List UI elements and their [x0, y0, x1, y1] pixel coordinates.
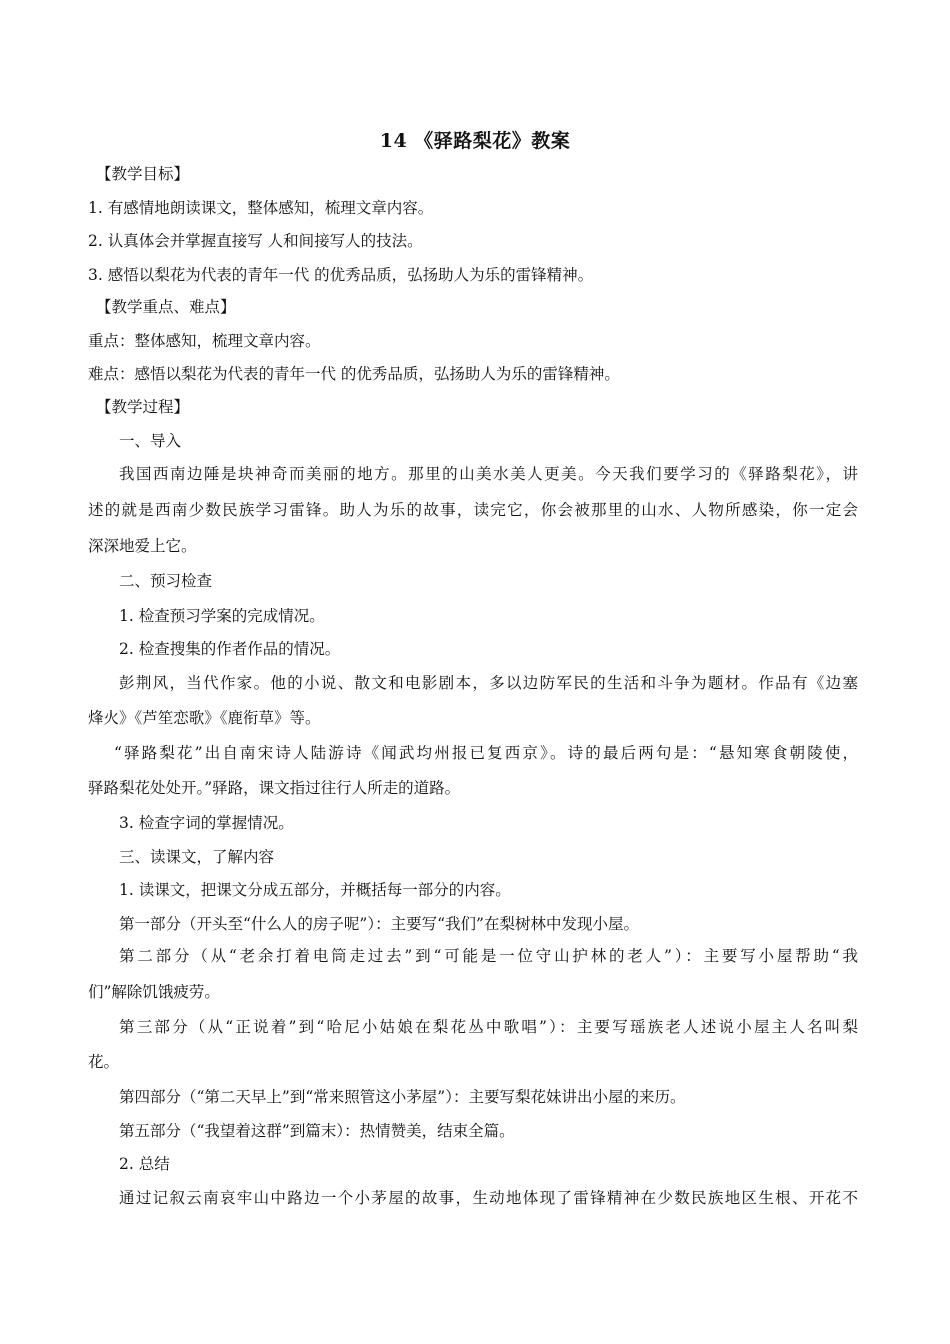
reading-item-1: 1. 读课文，把课文分成五部分，并概括每一部分的内容。 — [119, 881, 511, 899]
author-paragraph-line-1: 彭荆风，当代作家。他的小说、散文和电影剧本，多以边防军民的生活和斗争为题材。作品有《边塞 — [119, 674, 858, 692]
intro-paragraph-line-1: 我国西南边陲是块神奇而美丽的地方。那里的山美水美人更美。今天我们要学习的《驿路梨花》，讲 — [119, 465, 858, 483]
part-2-summary-line-2: 们”解除饥饿疲劳。 — [88, 983, 220, 1001]
author-paragraph-line-2: 烽火》《芦笙恋歌》《鹿衔草》等。 — [88, 709, 321, 727]
part-1-summary: 第一部分（开头至“什么人的房子呢”）：主要写“我们”在梨树林中发现小屋。 — [119, 915, 639, 933]
goal-item-3: 3. 感悟以梨花为代表的青年一代 的优秀品质，弘扬助人为乐的雷锋精神。 — [88, 266, 594, 284]
part-2-summary-line-1: 第二部分（从“老余打着电筒走过去”到“可能是一位守山护林的老人”）：主要写小屋帮助“我 — [119, 947, 858, 965]
goal-item-2: 2. 认真体会并掌握直接写 人和间接写人的技法。 — [88, 232, 423, 250]
document-title: 14 《驿路梨花》教案 — [379, 130, 571, 152]
section-heading-process: 【教学过程】 — [96, 398, 190, 416]
section-heading-goals: 【教学目标】 — [96, 165, 190, 183]
goal-item-1: 1. 有感情地朗读课文，整体感知，梳理文章内容。 — [88, 199, 434, 217]
origin-paragraph-line-1: “驿路梨花”出自南宋诗人陆游诗《闻武均州报已复西京》。诗的最后两句是：“悬知寒食朝陵使， — [114, 744, 858, 762]
intro-paragraph-line-2: 述的就是西南少数民族学习雷锋。助人为乐的故事，读完它，你会被那里的山水、人物所感染，你一定会 — [88, 501, 858, 519]
step-heading-preview: 二、预习检查 — [119, 572, 213, 590]
part-4-summary: 第四部分（“第二天早上”到“常来照管这小茅屋”）：主要写梨花妹讲出小屋的来历。 — [119, 1088, 686, 1106]
summary-paragraph-line-1: 通过记叙云南哀牢山中路边一个小茅屋的故事，生动地体现了雷锋精神在少数民族地区生根、开花不 — [119, 1189, 858, 1207]
step-heading-reading: 三、读课文，了解内容 — [119, 848, 275, 866]
intro-paragraph-line-3: 深深地爱上它。 — [88, 537, 197, 555]
origin-paragraph-line-2: 驿路梨花处处开。”驿路，课文指过往行人所走的道路。 — [88, 779, 461, 797]
key-point: 重点：整体感知，梳理文章内容。 — [88, 332, 321, 350]
preview-item-1: 1. 检查预习学案的完成情况。 — [119, 607, 325, 625]
step-heading-intro: 一、导入 — [119, 432, 182, 450]
preview-item-3: 3. 检查字词的掌握情况。 — [119, 814, 294, 832]
section-heading-key-points: 【教学重点、难点】 — [96, 298, 236, 316]
reading-item-2: 2. 总结 — [119, 1155, 170, 1173]
difficult-point: 难点：感悟以梨花为代表的青年一代 的优秀品质，弘扬助人为乐的雷锋精神。 — [88, 365, 620, 383]
part-5-summary: 第五部分（“我望着这群”到篇末）：热情赞美，结束全篇。 — [119, 1122, 515, 1140]
part-3-summary-line-2: 花。 — [88, 1053, 120, 1071]
part-3-summary-line-1: 第三部分（从“正说着”到“哈尼小姑娘在梨花丛中歌唱”）：主要写瑶族老人述说小屋主人名叫梨 — [119, 1018, 858, 1036]
preview-item-2: 2. 检查搜集的作者作品的情况。 — [119, 640, 341, 658]
